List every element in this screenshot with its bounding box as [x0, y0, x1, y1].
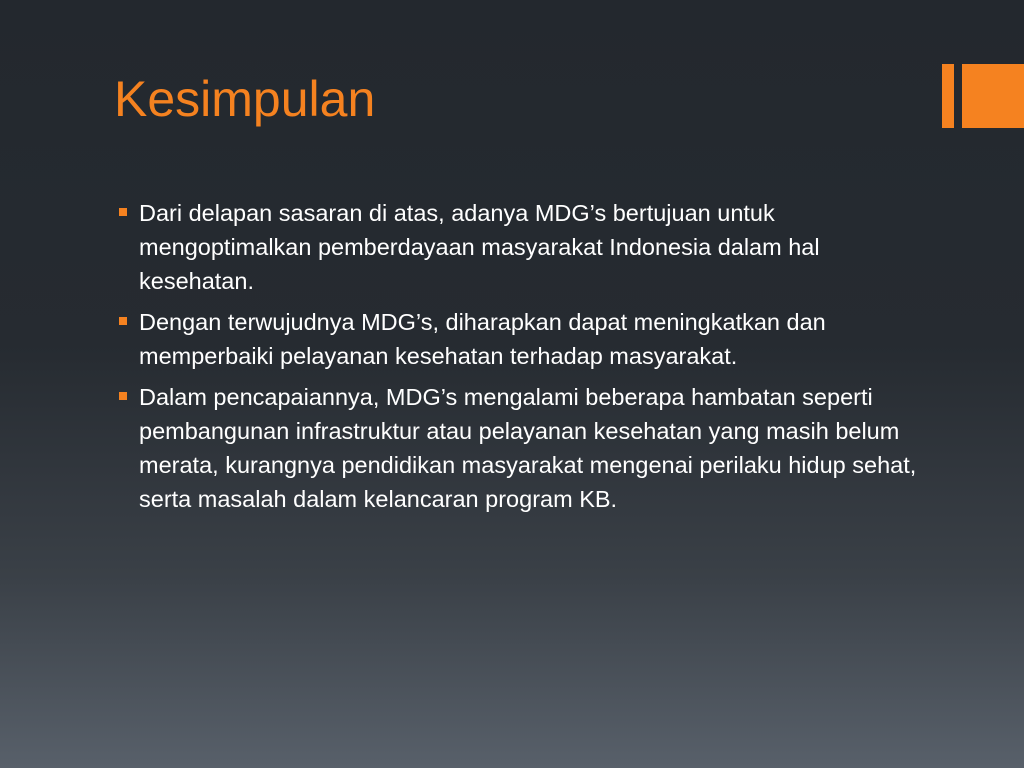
- bullet-list: [118, 196, 918, 523]
- corner-accent-mark: [942, 64, 1024, 128]
- square-bullet-icon: [119, 317, 127, 325]
- bullet-item: [118, 380, 918, 516]
- bullet-text: Dengan terwujudnya MDG’s, diharapkan dapat meningkatkan dan memperbaiki pelayanan kesehatan terhadap masyarakat.: [139, 309, 826, 369]
- slide-title: Kesimpulan: [114, 71, 376, 127]
- accent-bar-thin: [942, 64, 954, 128]
- accent-bar-wide: [962, 64, 1024, 128]
- bullet-text: Dalam pencapaiannya, MDG’s mengalami beberapa hambatan seperti pembangunan infrastruktur atau pelayanan kesehatan yang masih belum merata, kurangnya pendidikan masyarakat mengenai perilaku hidup sehat, serta masalah dalam kelancaran program KB.: [139, 384, 917, 512]
- bullet-item: [118, 196, 918, 298]
- square-bullet-icon: [119, 392, 127, 400]
- square-bullet-icon: [119, 208, 127, 216]
- bullet-item: [118, 305, 918, 373]
- bullet-text: Dari delapan sasaran di atas, adanya MDG’s bertujuan untuk mengoptimalkan pemberdayaan masyarakat Indonesia dalam hal kesehatan.: [139, 200, 820, 294]
